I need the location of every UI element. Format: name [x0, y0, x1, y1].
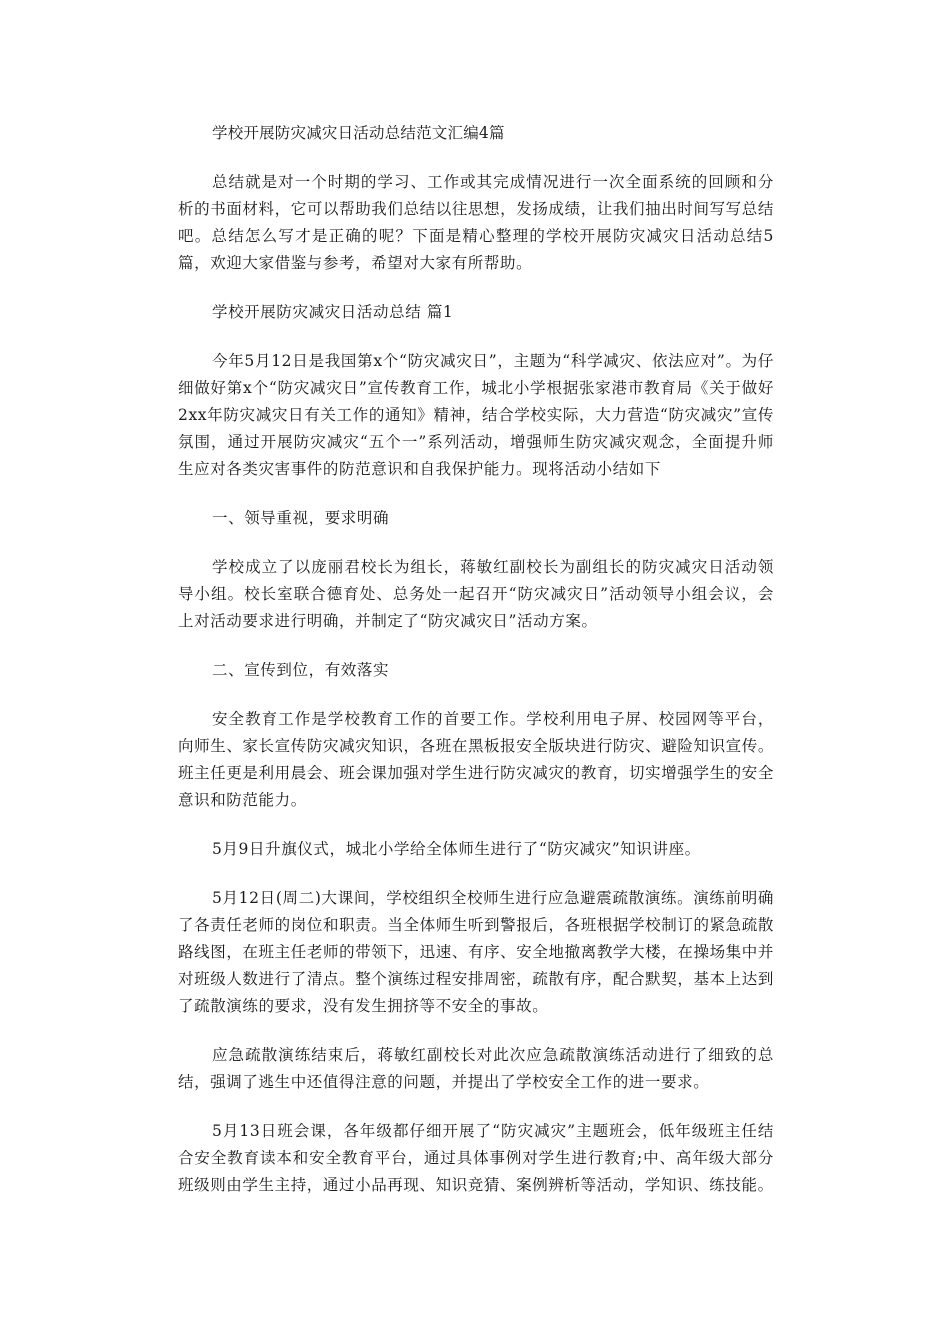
- section-title: 学校开展防灾减灾日活动总结 篇1: [212, 303, 454, 321]
- intro-paragraph: 总结就是对一个时期的学习、工作或其完成情况进行一次全面系统的回顾和分析的书面材料，它可以帮助我们总结以往思想，发扬成绩，让我们抽出时间写写总结吧。总结怎么写才是正确的呢？下面是精心整理的学校开展防灾减灾日活动总结5篇，欢迎大家借鉴与参考，希望对大家有所帮助。: [178, 173, 774, 272]
- paragraph-3: 安全教育工作是学校教育工作的首要工作。学校利用电子屏、校园网等平台，向师生、家长宣传防灾减灾知识，各班在黑板报安全版块进行防灾、避险知识宣传。班主任更是利用晨会、班会课加强对学生进行防灾减灾的教育，切实增强学生的安全意识和防范能力。: [178, 710, 774, 809]
- heading-2: 二、宣传到位，有效落实: [212, 661, 390, 679]
- paragraph-5: 5月12日(周二)大课间，学校组织全校师生进行应急避震疏散演练。演练前明确了各责任老师的岗位和职责。当全体师生听到警报后，各班根据学校制订的紧急疏散路线图，在班主任老师的带领下，迅速、有序、安全地撤离教学大楼，在操场集中并对班级人数进行了清点。整个演练过程安排周密，疏散有序，配合默契，基本上达到了疏散演练的要求，没有发生拥挤等不安全的事故。: [178, 889, 774, 1015]
- paragraph-4: 5月9日升旗仪式，城北小学给全体师生进行了“防灾减灾”知识讲座。: [212, 840, 701, 858]
- document-page: [178, 120, 774, 1221]
- paragraph-2: 学校成立了以庞丽君校长为组长，蒋敏红副校长为副组长的防灾减灾日活动领导小组。校长室联合德育处、总务处一起召开“防灾减灾日”活动领导小组会议，会上对活动要求进行明确，并制定了“防灾减灾日”活动方案。: [178, 558, 774, 630]
- heading-1: 一、领导重视，要求明确: [212, 509, 390, 527]
- paragraph-6: 应急疏散演练结束后，蒋敏红副校长对此次应急疏散演练活动进行了细致的总结，强调了逃生中还值得注意的问题，并提出了学校安全工作的进一要求。: [178, 1046, 774, 1091]
- paragraph-7: 5月13日班会课，各年级都仔细开展了“防灾减灾”主题班会，低年级班主任结合安全教育读本和安全教育平台，通过具体事例对学生进行教育;中、高年级大部分班级则由学生主持，通过小品再现、知识竞猜、案例辨析等活动，学知识、练技能。: [178, 1122, 774, 1194]
- document-title: 学校开展防灾减灾日活动总结范文汇编4篇: [212, 124, 505, 142]
- paragraph-1: 今年5月12日是我国第x个“防灾减灾日”，主题为“科学减灾、依法应对”。为仔细做好第x个“防灾减灾日”宣传教育工作，城北小学根据张家港市教育局《关于做好2xx年防灾减灾日有关工作的通知》精神，结合学校实际，大力营造“防灾减灾”宣传氛围，通过开展防灾减灾“五个一”系列活动，增强师生防灾减灾观念，全面提升师生应对各类灾害事件的防范意识和自我保护能力。现将活动小结如下: [178, 352, 774, 478]
